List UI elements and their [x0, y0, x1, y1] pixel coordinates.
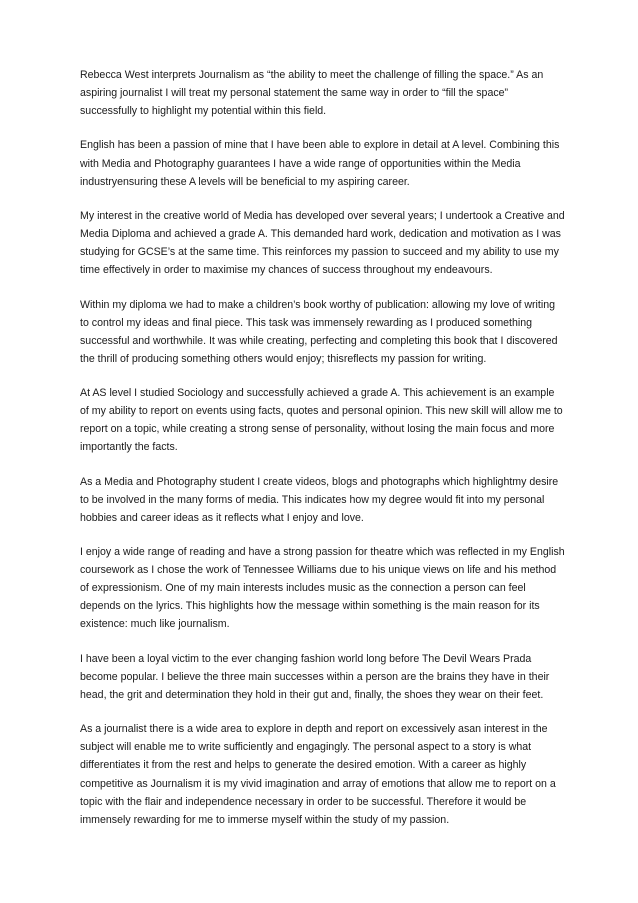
paragraph-intro: Rebecca West interprets Journalism as “the ability to meet the challenge of filling the space.” As an aspiring journalist I will treat my personal statement the same way in order to “fill the space” successfully to highlight my potential within this field. [80, 69, 544, 118]
paragraph-conclusion: As a journalist there is a wide area to explore in depth and report on excessively asan interest in the subject will enable me to write sufficiently and engagingly. The personal aspect to a story is what differentiates it from the rest and helps to generate the desired emotion. With a career as highly competitive as Journalism it is my vivid imagination and array of emotions that allow me to report on a topic with the flair and independence necessary in order to be successful. Therefore it would be immensely rewarding for me to immerse myself within the study of my passion. [80, 723, 556, 826]
paragraph-media-interest: My interest in the creative world of Media has developed over several years; I undertook a Creative and Media Diploma and achieved a grade A. This demanded hard work, dedication and motivation as I was studying for GCSE’s at the same time. This reinforces my passion to succeed and my ability to use my time effectively in order to maximise my chances of success throughout my endeavours. [80, 209, 565, 277]
paragraph-diploma: Within my diploma we had to make a children’s book worthy of publication: allowing my love of writing to control my ideas and final piece. This task was immensely rewarding as I produced something successful and worthwhile. It was while creating, perfecting and completing this book that I discovered the thrill of producing something others would enjoy; thisreflects my passion for writing. [80, 298, 558, 365]
document-body [80, 66, 566, 845]
paragraph-english: English has been a passion of mine that I have been able to explore in detail at A level. Combining this with Media and Photography guarantees I have a wide range of opportunities within the Media industryensuring these A levels will be beneficial to my aspiring career. [80, 139, 560, 188]
paragraph-fashion: I have been a loyal victim to the ever changing fashion world long before The Devil Wears Prada become popular. I believe the three main successes within a person are the brains they have in their head, the grit and determination they hold in their gut and, finally, the shoes they wear on their feet. [80, 652, 550, 701]
paragraph-media-student: As a Media and Photography student I create videos, blogs and photographs which highlightmy desire to be involved in the many forms of media. This indicates how my degree would fit into my personal hobbies and career ideas as it reflects what I enjoy and love. [80, 475, 559, 524]
paragraph-reading: I enjoy a wide range of reading and have a strong passion for theatre which was reflected in my English coursework as I chose the work of Tennessee Williams due to his unique views on life and his method of expressionism. One of my main interests includes music as the connection a person can feel depends on the lyrics. This highlights how the message within something is the main reason for its existence: much like journalism. [80, 546, 565, 631]
paragraph-sociology: At AS level I studied Sociology and successfully achieved a grade A. This achievement is an example of my ability to report on events using facts, quotes and personal opinion. This new skill will allow me to report on a topic, while creating a strong sense of personality, without losing the main focus and more importantly the facts. [80, 387, 563, 454]
